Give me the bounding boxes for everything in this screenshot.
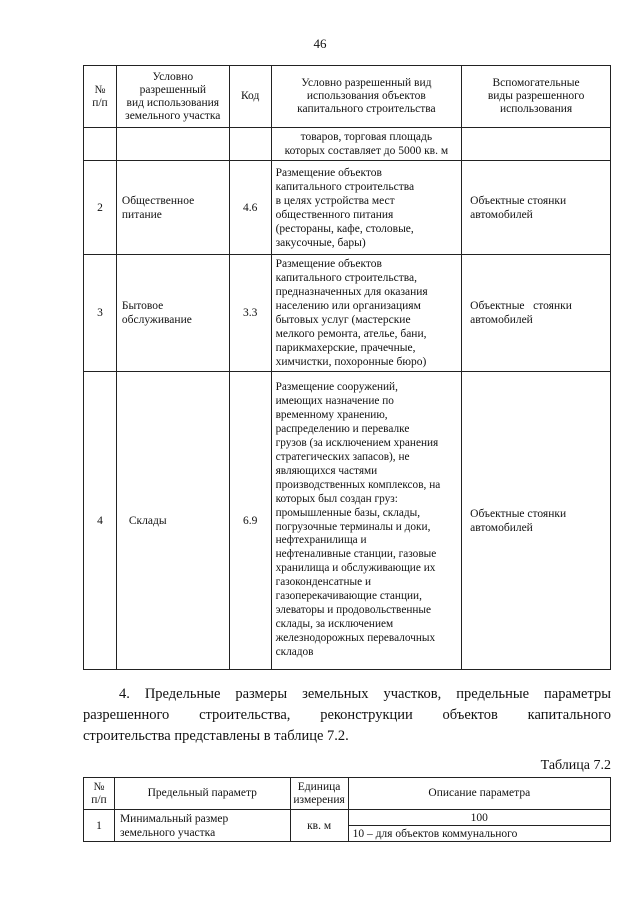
cell-empty: [462, 128, 611, 161]
page-number: 46: [313, 36, 327, 51]
table-row: [84, 161, 611, 255]
cell-num: 3: [84, 255, 117, 372]
cell-empty: [116, 128, 229, 161]
limits-table: [83, 777, 611, 842]
cell-use-name: Склады: [116, 372, 229, 670]
paragraph-line: строительства представлены в таблице 7.2.: [83, 728, 349, 744]
table-caption: Таблица 7.2: [540, 758, 611, 773]
cell-num: 2: [84, 161, 117, 255]
cell-value-sub: 10 – для объектов коммунального: [348, 826, 610, 842]
header-code: Код: [229, 66, 271, 128]
cell-use-name: Общественное питание: [116, 161, 229, 255]
cell-use-name: Бытовое обслуживание: [116, 255, 229, 372]
cell-empty: [84, 128, 117, 161]
land-use-table: [83, 65, 611, 670]
table-row: [84, 255, 611, 372]
cell-code: 3.3: [229, 255, 271, 372]
paragraph-section-4: [83, 684, 611, 747]
table-row: [84, 372, 611, 670]
cell-code: 4.6: [229, 161, 271, 255]
cell-num: 4: [84, 372, 117, 670]
cell-description: Размещение объектов капитального строительства, предназначенных для оказания населению или организациям бытовых услуг (мастерские мелкого ремонта, ателье, бани, парикмахерские, прачечные, химчистки, похоронные бюро): [271, 255, 462, 372]
header-num: № п/п: [84, 66, 117, 128]
cell-continuation-description: товаров, торговая площадь которых составляет до 5000 кв. м: [271, 128, 462, 161]
cell-parameter: Минимальный размер земельного участка: [114, 810, 290, 842]
cell-num: 1: [84, 810, 115, 842]
header-parameter-description: Описание параметра: [348, 778, 610, 810]
cell-empty: [229, 128, 271, 161]
cell-auxiliary: Объектные стоянки автомобилей: [462, 161, 611, 255]
cell-auxiliary: Объектные стоянки автомобилей: [462, 255, 611, 372]
cell-description: Размещение сооружений, имеющих назначение по временному хранению, распределению и перевалке грузов (за исключением хранения стратегических запасов), не являющихся частями производственных комплексов, на которых был создан груз: промышленные базы, склады, погрузочные терминалы и доки, нефтехранилища и нефтеналивные станции, газовые хранилища и обслуживающие их газоконденсатные и газоперекачивающие станции, элеваторы и продовольственные склады, за исключением железнодорожных перевалочных складов: [271, 372, 462, 670]
paragraph-line: разрешенного строительства, реконструкции объектов капитального: [83, 707, 611, 723]
header-use-type: Условно разрешенный вид использования земельного участка: [116, 66, 229, 128]
table-row-continuation: [84, 128, 611, 161]
header-description: Условно разрешенный вид использования объектов капитального строительства: [271, 66, 462, 128]
cell-value-main: 100: [348, 810, 610, 826]
table-row: [84, 810, 611, 826]
header-parameter: Предельный параметр: [114, 778, 290, 810]
cell-code: 6.9: [229, 372, 271, 670]
cell-unit: кв. м: [290, 810, 348, 842]
cell-description: Размещение объектов капитального строительства в целях устройства мест общественного питания (рестораны, кафе, столовые, закусочные, бары): [271, 161, 462, 255]
cell-auxiliary: Объектные стоянки автомобилей: [462, 372, 611, 670]
header-num: № п/п: [84, 778, 115, 810]
table-header-row: [84, 66, 611, 128]
header-unit: Единица измерения: [290, 778, 348, 810]
header-auxiliary: Вспомогательные виды разрешенного использования: [462, 66, 611, 128]
paragraph-line: 4. Предельные размеры земельных участков, предельные параметры: [119, 686, 611, 702]
table-header-row: [84, 778, 611, 810]
